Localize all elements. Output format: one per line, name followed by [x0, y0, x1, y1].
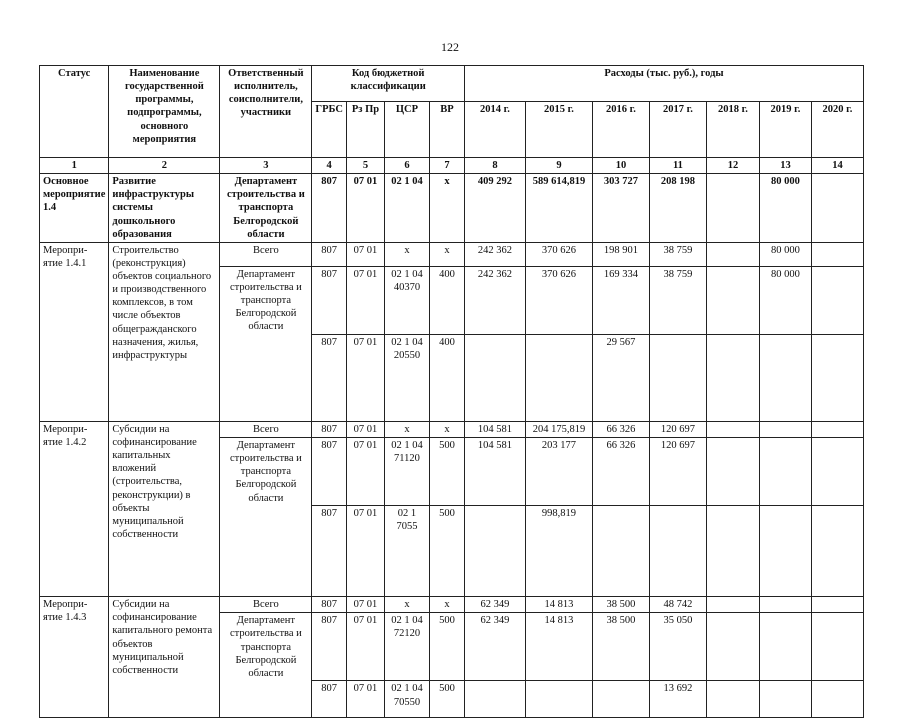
main-event-row: [40, 174, 864, 243]
event-value: [706, 438, 759, 506]
event-value: [706, 681, 759, 718]
event-name: Субсидии на софинансирование капитального ремонта объектов муниципальной собственности: [109, 597, 220, 718]
event-value: 38 500: [592, 613, 649, 681]
col-number: 7: [429, 158, 464, 174]
event-vr: х: [429, 597, 464, 613]
event-value: 998,819: [525, 506, 592, 597]
header-grbs: ГРБС: [312, 102, 347, 158]
col-number: 8: [464, 158, 525, 174]
event-vr: 500: [429, 506, 464, 597]
event-executor: Всего: [220, 597, 312, 613]
event-value: [706, 421, 759, 437]
event-value: [706, 334, 759, 421]
main-event-value: 589 614,819: [525, 174, 592, 243]
event-csr: 02 1 7055: [384, 506, 429, 597]
event-value: 48 742: [649, 597, 706, 613]
header-vr: ВР: [429, 102, 464, 158]
event-value: 29 567: [592, 334, 649, 421]
event-value: 35 050: [649, 613, 706, 681]
event-value: 66 326: [592, 438, 649, 506]
event-value: 62 349: [464, 597, 525, 613]
event-grbs: 807: [312, 334, 347, 421]
main-event-value: 303 727: [592, 174, 649, 243]
main-event-executor: Департамент строительства и транспорта Белгородской области: [220, 174, 312, 243]
event-value: [759, 421, 811, 437]
event-value: 38 759: [649, 242, 706, 266]
event-value: [759, 613, 811, 681]
event-vr: 400: [429, 266, 464, 334]
main-event-value: [706, 174, 759, 243]
event-value: 38 500: [592, 597, 649, 613]
page-number: 122: [441, 40, 459, 54]
event-value: [811, 506, 863, 597]
event-value: 198 901: [592, 242, 649, 266]
event-value: [525, 681, 592, 718]
event-executor: [220, 334, 312, 421]
event-row: [40, 597, 864, 613]
header-csr: ЦСР: [384, 102, 429, 158]
event-value: 66 326: [592, 421, 649, 437]
event-value: [811, 421, 863, 437]
event-value: [811, 242, 863, 266]
event-value: [464, 334, 525, 421]
event-name: Субсидии на софинансирование капитальных вложений (строительства, реконструкции) в объекты муниципальной собственности: [109, 421, 220, 596]
event-value: 14 813: [525, 613, 592, 681]
event-value: [759, 334, 811, 421]
event-csr: 02 1 04 71120: [384, 438, 429, 506]
event-rz: 07 01: [346, 506, 384, 597]
event-rz: 07 01: [346, 613, 384, 681]
main-event-rz: 07 01: [346, 174, 384, 243]
header-executor: Ответственный исполнитель, соисполнители, участники: [220, 66, 312, 158]
event-csr: х: [384, 421, 429, 437]
event-value: [811, 597, 863, 613]
event-value: [464, 681, 525, 718]
event-value: [649, 334, 706, 421]
event-vr: 500: [429, 613, 464, 681]
event-row: [40, 242, 864, 266]
event-value: 242 362: [464, 242, 525, 266]
event-value: [811, 266, 863, 334]
event-value: 13 692: [649, 681, 706, 718]
event-value: [592, 681, 649, 718]
event-value: [759, 506, 811, 597]
main-event-value: [811, 174, 863, 243]
event-csr: х: [384, 597, 429, 613]
event-value: 38 759: [649, 266, 706, 334]
main-event-value: 409 292: [464, 174, 525, 243]
header-year: 2018 г.: [706, 102, 759, 158]
header-expenses: Расходы (тыс. руб.), годы: [464, 66, 863, 102]
event-value: 169 334: [592, 266, 649, 334]
event-executor: Департамент строительства и транспорта Белгородской области: [220, 438, 312, 506]
event-value: [706, 597, 759, 613]
event-grbs: 807: [312, 681, 347, 718]
col-number: 10: [592, 158, 649, 174]
event-value: [811, 438, 863, 506]
budget-table: [39, 65, 864, 718]
col-number: 6: [384, 158, 429, 174]
event-vr: х: [429, 242, 464, 266]
event-rz: 07 01: [346, 438, 384, 506]
event-value: 80 000: [759, 266, 811, 334]
event-value: [759, 438, 811, 506]
event-grbs: 807: [312, 421, 347, 437]
col-number: 4: [312, 158, 347, 174]
event-value: 80 000: [759, 242, 811, 266]
event-status: Меропри-ятие 1.4.1: [40, 242, 109, 421]
header-year: 2019 г.: [759, 102, 811, 158]
event-value: [525, 334, 592, 421]
event-status: Меропри-ятие 1.4.3: [40, 597, 109, 718]
col-number: 2: [109, 158, 220, 174]
header-name: Наименование государственной программы, подпрограммы, основного мероприятия: [109, 66, 220, 158]
event-csr: х: [384, 242, 429, 266]
main-event-vr: х: [429, 174, 464, 243]
event-vr: 500: [429, 438, 464, 506]
event-value: [706, 266, 759, 334]
event-value: [811, 613, 863, 681]
event-value: [759, 597, 811, 613]
header-year: 2015 г.: [525, 102, 592, 158]
event-value: 242 362: [464, 266, 525, 334]
event-value: [592, 506, 649, 597]
main-event-value: 208 198: [649, 174, 706, 243]
event-rz: 07 01: [346, 421, 384, 437]
event-csr: 02 1 04 40370: [384, 266, 429, 334]
main-event-name: Развитие инфраструктуры системы дошкольного образования: [109, 174, 220, 243]
event-value: [759, 681, 811, 718]
event-value: [811, 681, 863, 718]
event-rz: 07 01: [346, 334, 384, 421]
event-grbs: 807: [312, 597, 347, 613]
event-value: [464, 506, 525, 597]
event-grbs: 807: [312, 438, 347, 506]
event-executor: [220, 681, 312, 718]
event-value: 62 349: [464, 613, 525, 681]
event-vr: 500: [429, 681, 464, 718]
event-value: [706, 613, 759, 681]
event-value: 120 697: [649, 421, 706, 437]
event-value: 104 581: [464, 438, 525, 506]
header-year: 2016 г.: [592, 102, 649, 158]
event-value: [649, 506, 706, 597]
event-row: [40, 421, 864, 437]
event-value: 204 175,819: [525, 421, 592, 437]
event-rz: 07 01: [346, 597, 384, 613]
header-year: 2020 г.: [811, 102, 863, 158]
event-grbs: 807: [312, 613, 347, 681]
event-value: [706, 506, 759, 597]
col-number: 9: [525, 158, 592, 174]
event-grbs: 807: [312, 266, 347, 334]
event-executor: Департамент строительства и транспорта Белгородской области: [220, 266, 312, 334]
col-number: 12: [706, 158, 759, 174]
event-executor: Всего: [220, 242, 312, 266]
event-value: 203 177: [525, 438, 592, 506]
event-executor: Всего: [220, 421, 312, 437]
event-csr: 02 1 04 70550: [384, 681, 429, 718]
main-event-value: 80 000: [759, 174, 811, 243]
event-value: 370 626: [525, 266, 592, 334]
header-status: Статус: [40, 66, 109, 158]
event-value: [811, 334, 863, 421]
event-grbs: 807: [312, 506, 347, 597]
event-rz: 07 01: [346, 266, 384, 334]
event-executor: Департамент строительства и транспорта Белгородской области: [220, 613, 312, 681]
col-number: 3: [220, 158, 312, 174]
col-number: 11: [649, 158, 706, 174]
event-rz: 07 01: [346, 242, 384, 266]
main-event-csr: 02 1 04: [384, 174, 429, 243]
event-vr: 400: [429, 334, 464, 421]
event-value: [706, 242, 759, 266]
event-value: 14 813: [525, 597, 592, 613]
event-grbs: 807: [312, 242, 347, 266]
event-status: Меропри-ятие 1.4.2: [40, 421, 109, 596]
event-csr: 02 1 04 20550: [384, 334, 429, 421]
header-budget-code: Код бюджетной классификации: [312, 66, 465, 102]
event-rz: 07 01: [346, 681, 384, 718]
header-year: 2014 г.: [464, 102, 525, 158]
event-value: 370 626: [525, 242, 592, 266]
event-name: Строительство (реконструкция) объектов социального и производственного комплексов, в том числе объектов общегражданского назначения, жилья, инфраструктуры: [109, 242, 220, 421]
event-executor: [220, 506, 312, 597]
col-number: 14: [811, 158, 863, 174]
event-vr: х: [429, 421, 464, 437]
event-csr: 02 1 04 72120: [384, 613, 429, 681]
main-event-status: Основное мероприятие 1.4: [40, 174, 109, 243]
event-value: 120 697: [649, 438, 706, 506]
column-numbers-row: [40, 158, 864, 174]
header-rz-pr: Рз Пр: [346, 102, 384, 158]
col-number: 1: [40, 158, 109, 174]
main-event-grbs: 807: [312, 174, 347, 243]
col-number: 5: [346, 158, 384, 174]
event-value: 104 581: [464, 421, 525, 437]
col-number: 13: [759, 158, 811, 174]
header-year: 2017 г.: [649, 102, 706, 158]
header-row: [40, 66, 864, 102]
